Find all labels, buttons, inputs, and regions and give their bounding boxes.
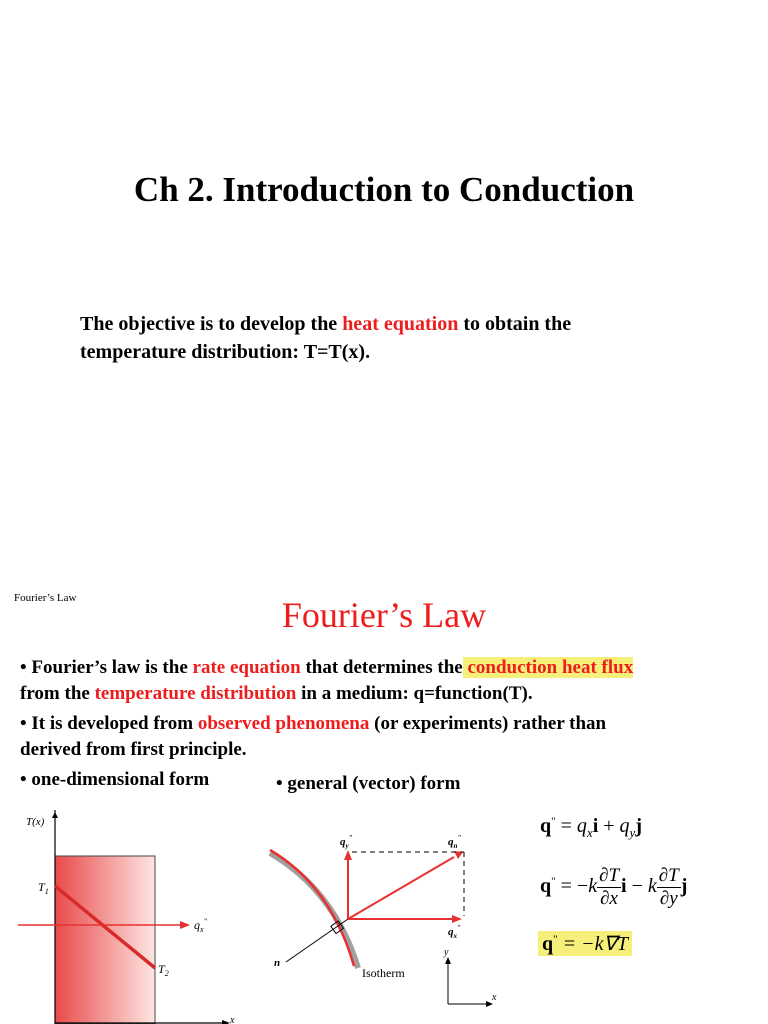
b1-text-2: that determines the: [300, 657, 463, 678]
normal-line: [286, 919, 348, 962]
slide1-objective: [80, 310, 720, 366]
frac-dtdy: $\frac{\partial T}{\partial y}$: [658, 865, 679, 909]
bullet-one-dim: • one-dimensional form: [20, 769, 210, 790]
objective-highlight: heat equation: [342, 313, 459, 335]
frac-dtdx: $\frac{\partial T}{\partial x}$: [599, 865, 620, 909]
t1-label: $T_1$: [38, 880, 49, 896]
slide2-title: Fourier’s Law: [281, 595, 487, 635]
equation-gradient-expanded: q" = −k $\frac{\partial T}{\partial x}$ i − k $\frac{\partial T}{\partial y}$ j: [540, 865, 688, 909]
figure-vector: [264, 820, 500, 1010]
flux-label: $q_x^"$: [194, 917, 207, 934]
mini-y-arrow-icon: [445, 957, 451, 964]
y-axis-arrow-icon: [52, 812, 58, 818]
b1-red-2: temperature distribution: [94, 683, 297, 704]
x-axis-arrow-icon: [222, 1020, 230, 1024]
slide2-caption: Fourier’s Law: [14, 592, 77, 604]
qx-arrow-icon: [452, 915, 462, 923]
slide1-title: Ch 2. Introduction to Conduction: [133, 170, 635, 209]
isotherm-curve: [270, 850, 354, 966]
bullet-fourier-rate: [20, 655, 750, 707]
qn-vector: [348, 857, 454, 919]
qx-label: $q_x^"$: [448, 924, 461, 940]
objective-text-2: to obtain the: [458, 313, 572, 335]
objective-text: The objective is to develop the: [80, 313, 343, 335]
bullet-observed: [20, 711, 750, 763]
b1-red-1: rate equation: [192, 657, 301, 678]
mini-x-label: x: [492, 992, 497, 1003]
equation-vector-highlight: q" = −k∇T: [538, 931, 632, 956]
b2-text: • It is developed from: [20, 713, 198, 734]
bullet-vector: • general (vector) form: [276, 773, 461, 794]
x-axis-label: x: [230, 1015, 235, 1024]
equation-components: $q^" = q_xi + q_yj$: [540, 815, 642, 840]
slab: [55, 856, 155, 1024]
b2-text-3: derived from first principle.: [20, 739, 247, 760]
objective-line2: temperature distribution: T=T(x).: [80, 341, 371, 363]
flux-arrow-icon: [180, 921, 190, 929]
isotherm-curve-shadow: [270, 853, 358, 968]
qn-label: $q_n^"$: [448, 834, 462, 850]
qy-label: $q_y^"$: [340, 834, 353, 850]
qy-arrow-icon: [344, 850, 352, 860]
t2-label: $T_2$: [158, 962, 169, 978]
b2-red: observed phenomena: [197, 713, 370, 734]
b2-text-2: (or experiments) rather than: [369, 713, 607, 734]
mini-y-label: y: [444, 947, 449, 958]
b1-text: • Fourier’s law is the: [20, 657, 193, 678]
b1-text-3: from the: [20, 683, 95, 704]
n-label: n: [274, 957, 281, 969]
b1-text-4: in a medium: q=function(T).: [296, 683, 533, 704]
figure-one-dimensional: [18, 810, 240, 1024]
axis-label-tx: T(x): [26, 816, 45, 828]
isotherm-label: Isotherm: [362, 966, 405, 980]
b1-highlight: conduction heat flux: [462, 657, 634, 678]
